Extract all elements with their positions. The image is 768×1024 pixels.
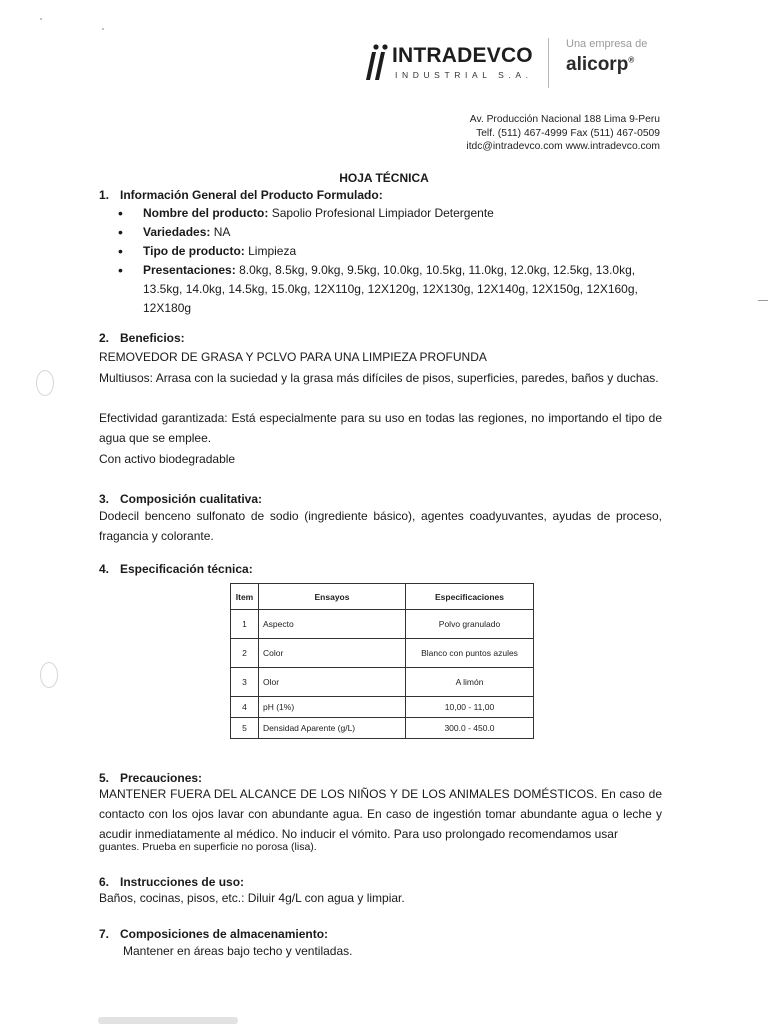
section-6-heading [99,875,244,889]
spec-table [230,583,534,739]
table-cell: pH (1%) [259,697,406,718]
table-cell: Blanco con puntos azules [406,639,534,668]
section-title: Composiciones de almacenamiento: [120,927,329,941]
item-value: 8.0kg, 8.5kg, 9.0kg, 9.5kg, 10.0kg, 10.5kg, 11.0kg, 12.0kg, 12.5kg, 13.0kg, 13.5kg, 14.0kg, 14.5kg, 15.0kg, 12X110g, 12X120g, 12X130g, 12X140g, 12X150g, 12X160g, 12X180g [143,263,638,315]
section-number: 3. [99,492,110,506]
company-address [466,113,660,154]
table-cell: Color [259,639,406,668]
section-2-heading [99,331,185,345]
column-header: Ensayos [259,584,406,610]
section-title: Composición cualitativa: [120,492,263,506]
section-number: 2. [99,331,110,345]
list-item [118,223,663,242]
precautions-note: guantes. Prueba en superficie no porosa (lisa). [99,841,317,853]
item-value: Limpieza [248,244,297,258]
table-cell: 1 [231,610,259,639]
table-cell: 5 [231,718,259,739]
column-header: Especificaciones [406,584,534,610]
company-subtitle: INDUSTRIAL S.A. [395,70,533,80]
punch-hole-mark [36,370,54,396]
company-name: INTRADEVCO [392,44,533,67]
group-name: alicorp [566,54,629,75]
benefit-headline: REMOVEDOR DE GRASA Y PCLVO PARA UNA LIMPIEZA PROFUNDA [99,350,487,364]
punch-hole-mark [40,662,58,688]
scan-speck [102,28,104,30]
instructions-text: Baños, cocinas, pisos, etc.: Diluir 4g/L con agua y limpiar. [99,891,405,905]
section-title: Instrucciones de uso: [120,875,245,889]
item-value: NA [213,225,231,239]
section-number: 4. [99,562,110,576]
section-number: 7. [99,927,110,941]
table-cell: 4 [231,697,259,718]
column-header: Item [231,584,259,610]
scan-speck [40,18,42,20]
footer-cutoff-text [98,1017,238,1024]
list-item [118,242,663,261]
list-item [118,261,663,318]
section-7-heading [99,927,328,941]
item-label: Presentaciones: [143,263,236,277]
section-number: 6. [99,875,110,889]
list-item [118,204,663,223]
section-title: Especificación técnica: [120,562,253,576]
item-value: Sapolio Profesional Limpiador Detergente [271,206,494,220]
table-row [231,697,534,718]
storage-text: Mantener en áreas bajo techo y ventiladas. [123,944,353,958]
table-header-row [231,584,534,610]
table-row [231,718,534,739]
registered-mark: ® [628,55,635,65]
table-cell: Olor [259,668,406,697]
table-row [231,668,534,697]
logo-divider [548,38,549,88]
contact-line: itdc@intradevco.com www.intradevco.com [466,141,660,152]
table-cell: Aspecto [259,610,406,639]
alicorp-logo [566,54,634,76]
table-cell: 10,00 - 11,00 [406,697,534,718]
table-cell: Densidad Aparente (g/L) [259,718,406,739]
intradevco-logo-mark-icon [362,42,390,82]
phone-line: Telf. (511) 467-4999 Fax (511) 467-0509 [476,127,660,139]
section-3-heading [99,492,262,506]
section-number: 1. [99,188,110,202]
composition-text: Dodecil benceno sulfonato de sodio (ingrediente básico), agentes coadyuvantes, ayudas de proceso, fragancia y colorante. [99,509,662,543]
document-title: HOJA TÉCNICA [339,171,429,185]
table-row [231,610,534,639]
section-5-heading [99,771,202,785]
benefit-multiuse: Multiusos: Arrasa con la suciedad y la grasa más difíciles de pisos, superficies, paredes, baños y duchas. [99,371,659,385]
table-cell: 3 [231,668,259,697]
section-title: Precauciones: [120,771,203,785]
section-4-heading [99,562,253,576]
table-cell: A limón [406,668,534,697]
item-label: Nombre del producto: [143,206,269,220]
benefit-biodegradable: Con activo biodegradable [99,452,236,466]
precautions-text: MANTENER FUERA DEL ALCANCE DE LOS NIÑOS Y DE LOS ANIMALES DOMÉSTICOS. En caso de contacto con los ojos lavar con abundante agua. En caso de ingestión tomar abundante agua o leche y acudir inmediatamente al médico. No inducir el vómito. Para uso prolongado recomendamos usar [99,787,662,841]
section-1-heading [99,188,383,202]
table-row [231,639,534,668]
intradevco-logo [362,38,542,88]
item-label: Tipo de producto: [143,244,245,258]
address-line: Av. Producción Nacional 188 Lima 9-Peru [469,114,660,125]
product-info-list [118,204,663,318]
benefit-effectiveness: Efectividad garantizada: Está especialmente para su uso en todas las regiones, no importando el tipo de agua que se emplee. [99,411,662,445]
table-cell: Polvo granulado [406,610,534,639]
section-title: Beneficios: [120,331,185,345]
item-label: Variedades: [143,225,211,239]
section-title: Información General del Producto Formulado: [120,188,383,202]
scan-edge-mark [758,300,768,301]
table-cell: 300.0 - 450.0 [406,718,534,739]
group-label: Una empresa de [566,38,648,50]
table-cell: 2 [231,639,259,668]
section-number: 5. [99,771,110,785]
